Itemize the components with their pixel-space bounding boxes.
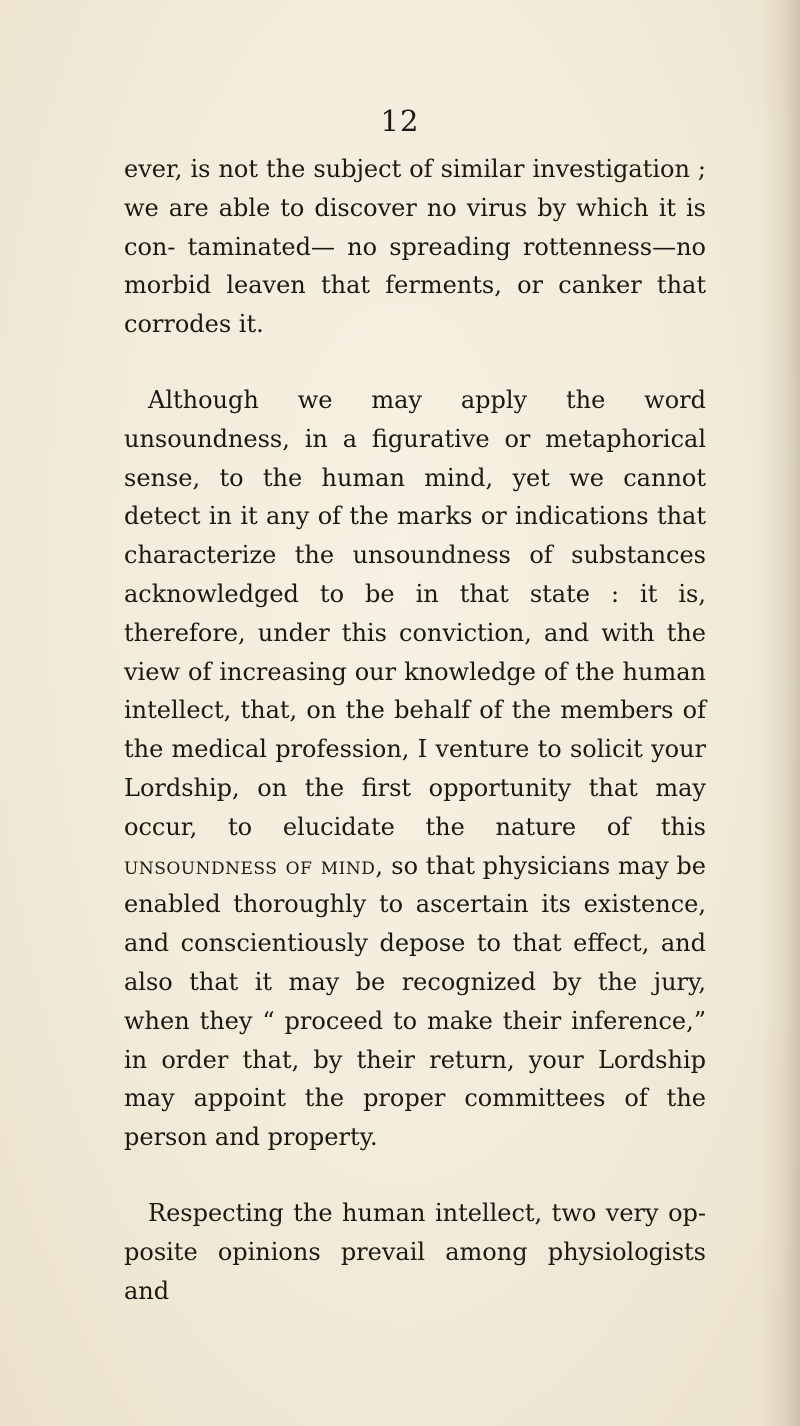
body-text — [124, 150, 706, 1310]
page-number: 12 — [380, 104, 420, 138]
paragraph-1: ever, is not the subject of similar investigation ; we are able to discover no virus by which it is con- taminated— no spreading rottenness—no morbid leaven that ferments, or canker that corrodes it. — [124, 155, 706, 339]
paragraph-2-text-start: Although we may apply the word unsoundness, in a figurative or metaphorical sense, to the human mind, yet we cannot detect in it any of the marks or indications that characterize the unsoundness of substances acknowledged to be in that state : it is, therefore, under this conviction, and with the view of increasing our knowledge of the human intellect, that, on the behalf of the members of the medical profession, I venture to solicit your Lordship, on the first opportunity that may occur, to elucidate the nature of this — [124, 385, 706, 841]
paragraph-2 — [124, 381, 706, 1157]
page-edge-shadow — [760, 0, 800, 1426]
paragraph-2-text-end: so that physicians may be enabled thoroughly to ascertain its existence, and conscientiously depose to that effect, and also that it may be recognized by the jury, when they “ proceed to make their inference,” in order that, by their return, your Lordship may appoint the proper committees of the person and property. — [124, 851, 706, 1152]
paragraph-2-smallcaps-phrase: unsoundness of mind, — [124, 851, 384, 880]
paragraph-3: Respecting the human intellect, two very op- posite opinions prevail among physiologists and — [124, 1198, 706, 1305]
